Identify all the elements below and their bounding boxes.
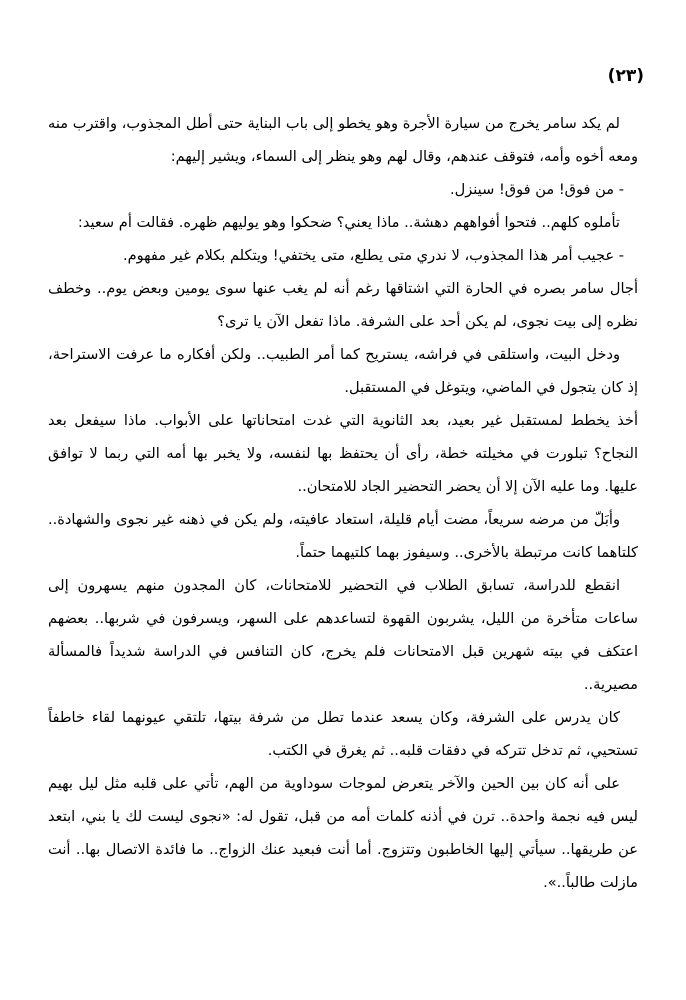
paragraph: ودخل البيت، واستلقى في فراشه، يستريح كما أمر الطبيب.. ولكن أفكاره ما عرفت الاستراحة، إذ كان يتجول في الماضي، ويتوغل في المستقبل. xyxy=(48,346,638,396)
paragraph: وأبَلّ من مرضه سريعاً، مضت أيام قليلة، استعاد عافيته، ولم يكن في ذهنه غير نجوى والشهادة.. كلتاهما كانت مرتبطة بالأخرى.. وسيفوز بهما كلتيهما حتماً. xyxy=(48,511,638,561)
page-number: (٢٣) xyxy=(607,66,644,86)
dialogue-line: - من فوق! من فوق! سينزل. xyxy=(449,181,624,198)
paragraph: على أنه كان بين الحين والآخر يتعرض لموجات سوداوية من الهم، تأتي على قلبه مثل ليل بهيم ليس فيه نجمة واحدة.. ترن في أذنه كلمات أمه من قبل، تقول له: «نجوى ليست لك يا بني، ابتعد عن طريقها.. سيأتي إليها الخاطبون وتتزوج. أما أنت فبعيد عنك الزواج.. ما فائدة الاتصال بها.. أنت مازلت طالباً..». xyxy=(48,775,638,891)
paragraph: انقطع للدراسة، تسابق الطلاب في التحضير للامتحانات، كان المجدون منهم يسهرون إلى ساعات متأخرة من الليل، يشربون القهوة لتساعدهم على السهر، ويسرفون في شربها.. بعضهم اعتكف في بيته شهرين قبل الامتحانات فلم يخرج، كان التنافس في الدراسة شديداً فالمسألة مصيرية.. xyxy=(48,577,638,693)
document-body xyxy=(48,107,638,899)
paragraph: لم يكد سامر يخرج من سيارة الأجرة وهو يخطو إلى باب البناية حتى أطل المجذوب، واقترب منه ومعه أخوه وأمه، فتوقف عندهم، وقال لهم وهو ينظر إلى السماء، ويشير إليهم: xyxy=(48,115,638,165)
paragraph: أخذ يخطط لمستقبل غير بعيد، بعد الثانوية التي غدت امتحاناتها على الأبواب. ماذا سيفعل بعد النجاح؟ تبلورت في مخيلته خطة، رأى أن يحتفظ بها لنفسه، ولا يخبر بها أمه التي ربما لا توافق عليها. وما عليه الآن إلا أن يحضر التحضير الجاد للامتحان.. xyxy=(48,412,638,495)
paragraph: كان يدرس على الشرفة، وكان يسعد عندما تطل من شرفة بيتها، تلتقي عيونهما لقاء خاطفاً تستحيي، ثم تدخل تتركه في دفقات قلبه.. ثم يغرق في الكتب. xyxy=(48,709,638,759)
dialogue-line: - عجيب أمر هذا المجذوب، لا ندري متى يطلع، متى يختفي! ويتكلم بكلام غير مفهوم. xyxy=(122,247,624,264)
paragraph: أجال سامر بصره في الحارة التي اشتاقها رغم أنه لم يغب عنها سوى يومين وبعض يوم.. وخطف نظره إلى بيت نجوى، لم يكن أحد على الشرفة. ماذا تفعل الآن يا ترى؟ xyxy=(48,280,638,330)
paragraph: تأملوه كلهم.. فتحوا أفواههم دهشة.. ماذا يعني؟ ضحكوا وهو يوليهم ظهره. فقالت أم سعيد: xyxy=(77,214,620,231)
